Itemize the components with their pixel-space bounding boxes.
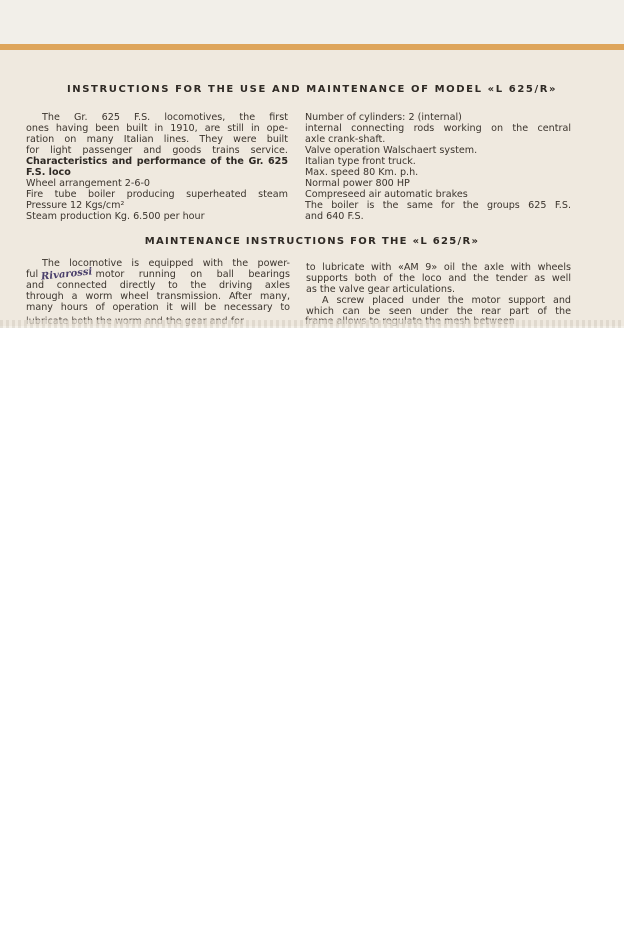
intro-line: ones having been built in 1910, are still in ope- — [26, 123, 288, 134]
body-line: A screw placed under the motor support and — [322, 295, 571, 306]
spec-line: Steam production Kg. 6.500 per hour — [26, 211, 205, 222]
spec-line: Number of cylinders: 2 (internal) — [305, 112, 462, 123]
body-line: many hours of operation it will be necessary to — [26, 302, 290, 313]
body-line: The locomotive is equipped with the power- — [42, 258, 290, 269]
instruction-sheet — [0, 0, 624, 326]
spec-line: Italian type front truck. — [305, 156, 416, 167]
spec-line: Wheel arrangement 2-6-0 — [26, 178, 151, 189]
characteristics-heading: Characteristics and performance of the Gr. 625 — [26, 156, 288, 167]
body-line: as the valve gear articulations. — [306, 284, 456, 295]
spec-line: Fire tube boiler producing superheated steam — [26, 189, 288, 200]
rivarossi-logo: Rivarossi — [40, 266, 93, 283]
intro-line: ration on many Italian lines. They were built — [26, 134, 288, 145]
characteristics-heading: F.S. loco — [26, 167, 71, 178]
spec-line: Normal power 800 HP — [305, 178, 410, 189]
spec-line: Max. speed 80 Km. p.h. — [305, 167, 419, 178]
spec-column — [305, 112, 571, 222]
spec-line: and 640 F.S. — [305, 211, 364, 222]
maintenance-column-left — [26, 258, 290, 313]
body-line — [26, 266, 290, 283]
spec-line: The boiler is the same for the groups 625 F.S. — [305, 200, 571, 211]
body-line: and connected directly to the driving axles — [26, 280, 290, 291]
body-line: through a worm wheel transmission. After many, — [26, 291, 290, 302]
spec-line: Valve operation Walschaert system. — [305, 145, 478, 156]
body-line: to lubricate with «AM 9» oil the axle with wheels — [306, 262, 571, 273]
sheet-top-margin — [0, 0, 624, 44]
maintenance-column-right — [306, 262, 571, 317]
spec-line: internal connecting rods working on the central — [305, 123, 571, 134]
spec-line: axle crank-shaft. — [305, 134, 386, 145]
body-fragment: ful — [26, 269, 39, 280]
intro-line: The Gr. 625 F.S. locomotives, the first — [42, 112, 288, 123]
torn-edge — [0, 320, 624, 328]
maintenance-heading: MAINTENANCE INSTRUCTIONS FOR THE «L 625/R» — [144, 236, 480, 247]
spec-line: Compreseed air automatic brakes — [305, 189, 468, 200]
body-line: which can be seen under the rear part of the — [306, 306, 571, 317]
body-line: supports both of the loco and the tender as well — [306, 273, 571, 284]
orange-stripe — [0, 44, 624, 50]
body-fragment: motor running on ball bearings — [95, 269, 290, 280]
main-heading: INSTRUCTIONS FOR THE USE AND MAINTENANCE OF MODEL «L 625/R» — [66, 84, 558, 95]
intro-column — [26, 112, 288, 222]
intro-line: for light passenger and goods trains service. — [26, 145, 288, 156]
spec-line: Pressure 12 Kgs/cm² — [26, 200, 125, 211]
